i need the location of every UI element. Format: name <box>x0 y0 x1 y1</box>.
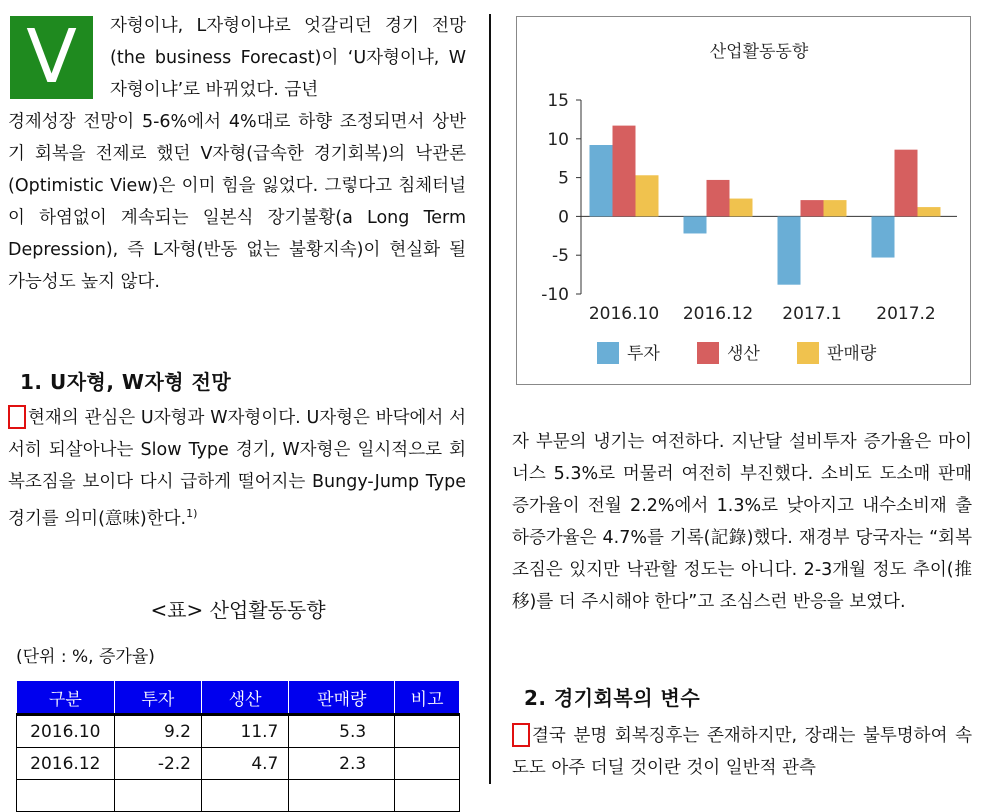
header-cell: 비고 <box>395 681 460 715</box>
legend-label: 투자 <box>627 344 660 364</box>
x-tick-label: 2017.2 <box>876 304 936 324</box>
table-cell: -2.2 <box>114 748 201 780</box>
bar-chart <box>517 17 970 384</box>
section1-body: 현재의 관심은 U자형과 W자형이다. U자형은 바닥에서 서서히 되살아나는 Slow Type 경기, W자형은 일시적으로 회복조짐을 보이다 다시 급하게 떨어지는 Bungy-Jump Type 경기를 의미(意味)한다. <box>8 408 466 529</box>
section1-paragraph <box>8 402 466 535</box>
paragraph-marker <box>512 723 530 747</box>
activity-table <box>16 680 460 812</box>
legend-swatch <box>697 342 719 364</box>
column-divider <box>489 14 491 784</box>
y-tick-label: 15 <box>547 91 569 111</box>
header-cell: 투자 <box>114 681 201 715</box>
table-row <box>17 780 460 812</box>
table-cell: 2016.12 <box>17 748 115 780</box>
bar <box>824 200 847 216</box>
table-unit: (단위 : %, 증가율) <box>16 647 155 667</box>
section1-heading: 1. U자형, W자형 전망 <box>20 370 232 394</box>
bar <box>778 216 801 284</box>
table-cell <box>202 780 289 812</box>
legend-swatch <box>797 342 819 364</box>
table-cell: 11.7 <box>202 715 289 748</box>
paragraph-marker <box>8 405 26 429</box>
intro-paragraph-start: 자형이냐, L자형이냐로 엇갈리던 경기 전망(the business Forecast)이 ‘U자형이냐, W자형이냐’로 바뀌었다. 금년 <box>110 16 466 100</box>
table-cell: 5.3 <box>289 715 395 748</box>
drop-cap: V <box>10 16 93 99</box>
bar <box>872 216 895 257</box>
bar <box>613 126 636 217</box>
header-cell: 판매량 <box>289 681 395 715</box>
legend-swatch <box>597 342 619 364</box>
table-cell <box>114 780 201 812</box>
x-tick-label: 2016.10 <box>588 304 660 324</box>
table-cell: 2.3 <box>289 748 395 780</box>
table-row <box>17 748 460 780</box>
legend-label: 생산 <box>727 344 760 364</box>
table-row <box>17 715 460 748</box>
table-title: <표> 산업활동동향 <box>150 598 326 622</box>
footnote-ref[interactable]: 1) <box>186 507 198 520</box>
bar <box>730 199 753 217</box>
y-tick-label: -5 <box>552 246 569 267</box>
y-tick-label: -10 <box>541 285 569 305</box>
y-tick-label: 5 <box>558 168 569 189</box>
table-cell: 4.7 <box>202 748 289 780</box>
bar <box>801 200 824 216</box>
bar <box>707 180 730 216</box>
chart-title: 산업활동동향 <box>709 42 809 62</box>
chart-container <box>516 16 971 385</box>
section2-body: 결국 분명 회복징후는 존재하지만, 장래는 불투명하여 속도도 아주 더딜 것이란 것이 일반적 관측 <box>512 726 972 778</box>
right-paragraph: 자 부문의 냉기는 여전하다. 지난달 설비투자 증가율은 마이너스 5.3%로 머물러 여전히 부진했다. 소비도 도소매 판매증가율이 전월 2.2%에서 1.3%로 낮아지고 내수소비재 출하증가율은 4.7%를 기록(記錄)했다. 재경부 당국자는 “회복조짐은 있지만 낙관할 정도는 아니다. 2-3개월 정도 추이(推移)를 더 주시해야 한다”고 조심스런 반응을 보였다. <box>512 432 972 612</box>
table-cell: 2016.10 <box>17 715 115 748</box>
y-tick-label: 10 <box>547 129 569 150</box>
table-cell: 9.2 <box>114 715 201 748</box>
bar <box>895 150 918 217</box>
table-cell <box>395 715 460 748</box>
section2-heading: 2. 경기회복의 변수 <box>524 686 701 710</box>
x-tick-label: 2016.12 <box>682 304 754 324</box>
header-cell: 생산 <box>202 681 289 715</box>
table-cell <box>289 780 395 812</box>
bar <box>684 216 707 233</box>
table-cell <box>395 780 460 812</box>
header-cell: 구분 <box>17 681 115 715</box>
x-tick-label: 2017.1 <box>782 304 842 324</box>
table-cell <box>395 748 460 780</box>
section2-paragraph <box>512 720 972 784</box>
y-tick-label: 0 <box>558 207 569 228</box>
table-header-row <box>17 681 460 715</box>
bar <box>590 145 613 216</box>
bar <box>918 207 941 216</box>
legend-label: 판매량 <box>827 344 877 364</box>
bar <box>636 175 659 216</box>
table-cell <box>17 780 115 812</box>
intro-paragraph: 경제성장 전망이 5-6%에서 4%대로 하향 조정되면서 상반기 회복을 전제로 했던 V자형(급속한 경기회복)의 낙관론(Optimistic View)은 이미 힘을 잃었다. 그렇다고 침체터널이 하염없이 계속되는 일본식 장기불황(a Long Term Depression), 즉 L자형(반동 없는 불황지속)이 현실화 될 가능성도 높지 않다. <box>8 112 466 292</box>
